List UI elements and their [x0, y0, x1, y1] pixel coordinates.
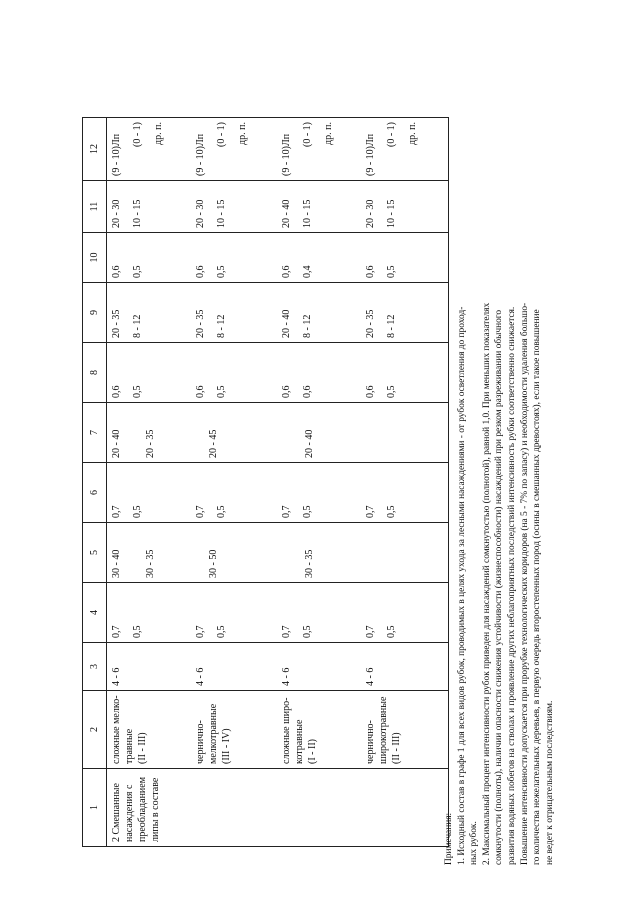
- notes-section: [443, 47, 556, 865]
- cell-line: преобладанием: [137, 776, 148, 842]
- header-cell: 4: [83, 583, 107, 643]
- cell-value: 20 - 40: [281, 309, 292, 338]
- stand-type-cell: [107, 769, 449, 847]
- cell-value: 4 - 6: [111, 667, 122, 686]
- cell-value: 0,4: [302, 265, 313, 278]
- cell-value: 10 - 15: [216, 199, 227, 228]
- cell-value: 0,7: [281, 505, 292, 518]
- cell-value: 0,5: [302, 505, 313, 518]
- cell-value: 0,5: [216, 385, 227, 398]
- header-cell: 1: [83, 769, 107, 847]
- forest-type-cell: [107, 691, 449, 769]
- cell-value: 8 - 12: [386, 314, 397, 338]
- cell-line: травные: [124, 728, 135, 764]
- cell-value: 0,7: [281, 625, 292, 638]
- cell-value: 0,6: [365, 265, 376, 278]
- cell-value: 0,5: [386, 385, 397, 398]
- cell-value: 20 - 35: [111, 309, 122, 338]
- cell-value: (9 - 10)Лп: [111, 133, 122, 176]
- notes-heading: Примечания:: [444, 812, 454, 865]
- cell-value: 0,7: [365, 625, 376, 638]
- cell-value: 0,6: [111, 385, 122, 398]
- cell-value: 8 - 12: [302, 314, 313, 338]
- note-line: не ведет к отрицательным последствиям.: [544, 700, 555, 865]
- cell-value: 30 - 35: [304, 549, 315, 578]
- note-line: 1. Исходный состав в графе 1 для всех видов рубок, проводимых в целях ухода за лесными насаждениями - от рубок осветления до проход-: [456, 306, 467, 865]
- cell-value: 20 - 30: [111, 199, 122, 228]
- cell-value: 20 - 35: [365, 309, 376, 338]
- note-line: развития водяных побегов на стволах и проявление других неблагоприятных последствий интенсивность рубки соответственно снижается.: [506, 306, 517, 865]
- header-cell: 9: [83, 283, 107, 343]
- cell-value: 0,5: [386, 265, 397, 278]
- cell-line: чернично-: [195, 720, 206, 764]
- header-cell: 3: [83, 643, 107, 691]
- cell-line: (II - III): [391, 732, 402, 764]
- cell-value: 8 - 12: [216, 314, 227, 338]
- density-cell: [107, 583, 449, 643]
- intensity-cell: [107, 523, 449, 583]
- cell-value: 20 - 40: [281, 199, 292, 228]
- cell-value: 30 - 50: [208, 549, 219, 578]
- cell-value: 0,5: [132, 505, 143, 518]
- cell-line: широкотравные: [378, 696, 389, 764]
- header-cell: 7: [83, 403, 107, 463]
- cell-value: 8 - 12: [132, 314, 143, 338]
- age-cell: [107, 643, 449, 691]
- cell-value: 0,5: [132, 265, 143, 278]
- header-cell: 8: [83, 343, 107, 403]
- cell-line: чернично-: [365, 720, 376, 764]
- cell-value: 30 - 40: [111, 549, 122, 578]
- cell-line: (I - II): [307, 739, 318, 764]
- cell-value: (0 - 1): [302, 122, 313, 147]
- cell-value: 0,5: [386, 505, 397, 518]
- cell-line: сложные широ-: [281, 697, 292, 764]
- cell-value: (9 - 10)Лп: [365, 133, 376, 176]
- cell-line: сложные мелко-: [111, 695, 122, 764]
- cell-value: 10 - 15: [132, 199, 143, 228]
- note-line: 2. Максимальный процент интенсивности рубок приведен для насаждений сомкнутостью (полнотой), равной 1,0. При меньших показателях: [481, 302, 492, 865]
- forest-care-table: [82, 117, 449, 847]
- header-cell: 10: [83, 233, 107, 283]
- cell-value: 4 - 6: [365, 667, 376, 686]
- intensity-cell: [107, 283, 449, 343]
- cell-value: (9 - 10)Лп: [281, 133, 292, 176]
- cell-value: 0,5: [132, 385, 143, 398]
- cell-value: 20 - 45: [208, 429, 219, 458]
- cell-line: липы в составе: [150, 777, 161, 842]
- cell-line: (II - III): [137, 732, 148, 764]
- cell-value: 0,5: [216, 505, 227, 518]
- cell-value: др. п.: [153, 122, 164, 145]
- intensity-cell: [107, 181, 449, 233]
- cell-value: (0 - 1): [132, 122, 143, 147]
- cell-value: 10 - 15: [386, 199, 397, 228]
- intensity-cell: [107, 403, 449, 463]
- cell-value: 0,6: [195, 385, 206, 398]
- cell-value: 0,6: [281, 385, 292, 398]
- cell-line: котравные: [294, 719, 305, 764]
- note-line: го количества нежелательных деревьев, в первую очередь второстепенных пород (осины в смешанных древостоях), если такое повышение: [532, 309, 543, 865]
- cell-value: 0,6: [365, 385, 376, 398]
- header-cell: 12: [83, 118, 107, 181]
- cell-value: 0,5: [302, 625, 313, 638]
- header-cell: 6: [83, 463, 107, 523]
- cell-value: 20 - 30: [195, 199, 206, 228]
- cell-line: насаждения с: [124, 784, 135, 842]
- table-header-row: [83, 118, 107, 847]
- cell-value: 0,6: [302, 385, 313, 398]
- cell-value: др. п.: [237, 122, 248, 145]
- cell-value: 0,7: [111, 505, 122, 518]
- cell-value: 0,7: [111, 625, 122, 638]
- note-line: сомкнутости (полноты), наличии опасности снижения устойчивости (жизнеспособности) насаждений при резком разреживании обычного: [494, 309, 505, 865]
- cell-value: 0,5: [216, 625, 227, 638]
- cell-value: 0,6: [281, 265, 292, 278]
- note-line: ных рубок.: [469, 821, 480, 865]
- cell-value: (9 - 10)Лп: [195, 133, 206, 176]
- cell-value: др. п.: [323, 122, 334, 145]
- density-cell: [107, 343, 449, 403]
- cell-value: др. п.: [407, 122, 418, 145]
- cell-value: 4 - 6: [281, 667, 292, 686]
- cell-value: 20 - 40: [111, 429, 122, 458]
- cell-line: (III - IV): [221, 728, 232, 764]
- composition-cell: [107, 118, 449, 181]
- density-cell: [107, 463, 449, 523]
- cell-line: 2 Смешанные: [111, 783, 122, 842]
- cell-value: (0 - 1): [386, 122, 397, 147]
- cell-value: 0,7: [195, 505, 206, 518]
- cell-value: 0,5: [132, 625, 143, 638]
- cell-value: (0 - 1): [216, 122, 227, 147]
- cell-value: 0,6: [111, 265, 122, 278]
- table-row: [107, 118, 449, 847]
- cell-value: 0,7: [195, 625, 206, 638]
- cell-value: 20 - 35: [145, 429, 156, 458]
- cell-value: 20 - 35: [195, 309, 206, 338]
- header-cell: 5: [83, 523, 107, 583]
- cell-value: 30 - 35: [145, 549, 156, 578]
- density-cell: [107, 233, 449, 283]
- header-cell: 2: [83, 691, 107, 769]
- cell-value: 0,6: [195, 265, 206, 278]
- cell-value: 0,5: [386, 625, 397, 638]
- cell-line: мелкотравные: [208, 703, 219, 764]
- cell-value: 4 - 6: [195, 667, 206, 686]
- cell-value: 20 - 40: [304, 429, 315, 458]
- cell-value: 0,7: [365, 505, 376, 518]
- note-line: Повышение интенсивности допускается при прорубке технологических коридоров (на 5 - 7% по запасу) и необходимости удаления большо-: [519, 302, 530, 865]
- cell-value: 20 - 30: [365, 199, 376, 228]
- cell-value: 0,5: [216, 265, 227, 278]
- header-cell: 11: [83, 181, 107, 233]
- cell-value: 10 - 15: [302, 199, 313, 228]
